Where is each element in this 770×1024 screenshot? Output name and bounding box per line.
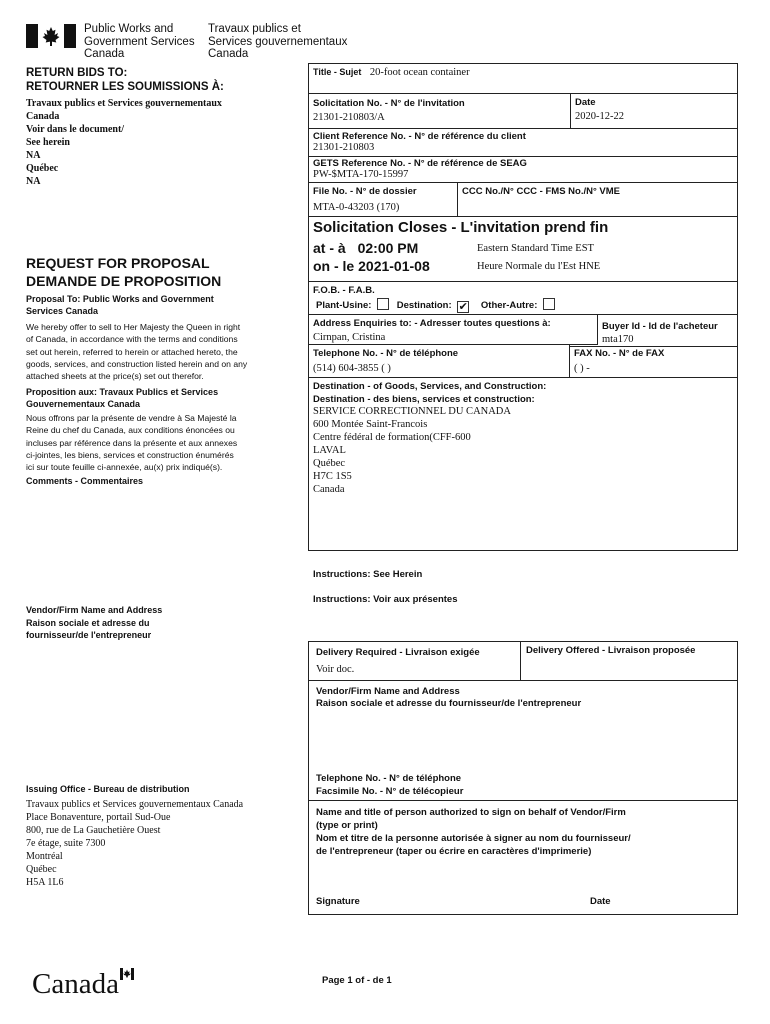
- file-label: File No. - N° de dossier: [313, 186, 417, 197]
- vendor-label: Vendor/Firm Name and Address Raison sociale et adresse du fournisseur/de l'entrepreneur: [26, 605, 163, 640]
- offer-en-line: We hereby offer to sell to Her Majesty the Queen in right: [26, 322, 241, 332]
- dest-address-line: 600 Montée Saint-Francois: [313, 419, 428, 430]
- issuing-office-label: Issuing Office - Bureau de distribution: [26, 784, 190, 794]
- title-field: Title - Sujet 20-foot ocean container: [313, 67, 470, 78]
- issuing-address-line: Québec: [26, 864, 57, 875]
- canada-flag-logo: [26, 24, 76, 48]
- address-enquiries-value: Cirnpan, Cristina: [313, 332, 386, 343]
- auth-lines-line: Nom et titre de la personne autorisée à signer au nom du fournisseur/: [316, 833, 631, 844]
- offer-en-line: set out herein, referred to herein or attached hereto, the: [26, 346, 238, 357]
- fax-value: ( ) -: [574, 363, 590, 374]
- checkmark-icon: ✔: [458, 301, 468, 313]
- dept-name-fr: Travaux publics et Services gouvernementaux Canada: [208, 23, 348, 60]
- issuing-address-line: 7e étage, suite 7300: [26, 838, 106, 849]
- closes-on: on - le 2021-01-08: [313, 258, 430, 274]
- offer-fr-line: Nous offrons par la présente de vendre à Sa Majesté la: [26, 413, 237, 423]
- canada-wordmark: Canada: [32, 968, 119, 1000]
- fob-options: Plant-Usine: Destination: ✔ Other-Autre:: [316, 298, 558, 313]
- issuing-address-line: Travaux publics et Services gouvernementaux Canada: [26, 799, 244, 810]
- delivery-required-label: Delivery Required - Livraison exigée: [316, 647, 480, 658]
- issuing-address-line: H5A 1L6: [26, 877, 64, 888]
- offer-fr-line: ici sur toute feuille ci-annexée, au(x) prix indiqué(s).: [26, 462, 223, 473]
- return-address: [26, 97, 222, 188]
- dest-address-line: Canada: [313, 484, 345, 495]
- destination-label: Destination - of Goods, Services, and Construction: Destination - des biens, services et construction:: [313, 381, 547, 405]
- return-address-line: Travaux publics et Services gouvernementaux: [26, 98, 222, 109]
- auth-lines-line: (type or print): [316, 820, 378, 831]
- offer-fr-line: ci-jointes, les biens, services et construction énumérés: [26, 449, 234, 460]
- solicitation-label: Solicitation No. - N° de l'invitation: [313, 98, 465, 109]
- client-ref-value: 21301-210803: [313, 142, 375, 153]
- telephone-facsimile-label: Telephone No. - N° de téléphone Facsimile No. - N° de télécopieur: [316, 773, 464, 797]
- return-address-line: Canada: [26, 111, 60, 122]
- offer-en-line: of Canada, in accordance with the terms and conditions: [26, 334, 238, 345]
- return-address-line: NA: [26, 150, 41, 161]
- address-enquiries-label: Address Enquiries to: - Adresser toutes questions à:: [313, 318, 551, 329]
- client-ref-label: Client Reference No. - N° de référence du client: [313, 131, 526, 142]
- destination-address: [313, 405, 511, 496]
- signature-label: Signature: [316, 896, 360, 907]
- offer-text-en: [26, 321, 247, 382]
- plant-checkbox[interactable]: [377, 298, 389, 310]
- buyer-id-label: Buyer Id - Id de l'acheteur: [602, 321, 718, 332]
- dest-address-line: LAVAL: [313, 445, 346, 456]
- return-address-line: NA: [26, 176, 41, 187]
- vendor-name-label: Vendor/Firm Name and Address Raison sociale et adresse du fournisseur/de l'entrepreneur: [316, 686, 582, 709]
- offer-text-fr: [26, 412, 237, 473]
- buyer-id-value: mta170: [602, 334, 634, 345]
- telephone-label: Telephone No. - N° de téléphone: [313, 348, 459, 359]
- instructions-en: Instructions: See Herein: [313, 569, 423, 580]
- dest-address-line: Québec: [313, 458, 346, 469]
- wordmark-flag-icon: [120, 968, 134, 980]
- file-value: MTA-0-43203 (170): [313, 202, 400, 213]
- timezone-fr: Heure Normale du l'Est HNE: [477, 261, 601, 272]
- gets-value: PW-$MTA-170-15997: [313, 169, 409, 180]
- return-address-line: Québec: [26, 163, 59, 174]
- return-address-line: See herein: [26, 137, 70, 148]
- solicitation-value: 21301-210803/A: [313, 112, 385, 123]
- fax-label: FAX No. - N° de FAX: [574, 348, 665, 359]
- issuing-address-line: Place Bonaventure, portail Sud-Oue: [26, 812, 171, 823]
- offer-fr-line: incluses par référence dans la présente et aux annexes: [26, 437, 238, 448]
- return-address-line: Voir dans le document/: [26, 124, 125, 135]
- issuing-address-line: 800, rue de La Gauchetière Ouest: [26, 825, 161, 836]
- offer-en-line: attached sheets at the price(s) set out therefor.: [26, 371, 204, 382]
- telephone-value: (514) 604-3855 ( ): [313, 363, 391, 374]
- date-label: Date: [575, 97, 596, 108]
- authorized-person-label: [316, 806, 631, 858]
- maple-leaf-icon: [26, 24, 76, 48]
- dest-address-line: SERVICE CORRECTIONNEL DU CANADA: [313, 406, 511, 417]
- comments-label: Comments - Commentaires: [26, 476, 144, 486]
- timezone-en: Eastern Standard Time EST: [477, 243, 594, 254]
- gets-label: GETS Reference No. - N° de référence de SEAG: [313, 158, 527, 169]
- destination-checkbox[interactable]: [457, 301, 469, 313]
- offer-en-line: goods, services, and construction listed herein and on any: [26, 358, 248, 369]
- auth-lines-line: Name and title of person authorized to sign on behalf of Vendor/Firm: [316, 807, 626, 818]
- proposition-aux: Proposition aux: Travaux Publics et Services Gouvernementaux Canada: [26, 387, 219, 409]
- proposal-to: Proposal To: Public Works and Government Services Canada: [26, 294, 214, 316]
- delivery-offered-label: Delivery Offered - Livraison proposée: [526, 645, 696, 656]
- ccc-label: CCC No./N° CCC - FMS No./N° VME: [462, 186, 621, 197]
- dept-name-en: Public Works and Government Services Canada: [84, 23, 195, 60]
- dest-address-line: Centre fédéral de formation(CFF-600: [313, 432, 471, 443]
- rfp-heading: REQUEST FOR PROPOSAL DEMANDE DE PROPOSITION: [26, 255, 222, 289]
- closes-heading: Solicitation Closes - L'invitation prend fin: [313, 219, 609, 236]
- signature-date-label: Date: [590, 896, 611, 907]
- other-checkbox[interactable]: [543, 298, 555, 310]
- delivery-required-value: Voir doc.: [316, 664, 355, 675]
- issuing-address: [26, 798, 243, 889]
- closes-at: at - à 02:00 PM: [313, 240, 419, 256]
- return-bids-heading: RETURN BIDS TO: RETOURNER LES SOUMISSIONS À:: [26, 67, 224, 93]
- offer-fr-line: Reine du chef du Canada, aux conditions énoncées ou: [26, 425, 235, 436]
- fob-label: F.O.B. - F.A.B.: [313, 285, 375, 296]
- dest-address-line: H7C 1S5: [313, 471, 352, 482]
- instructions-fr: Instructions: Voir aux présentes: [313, 594, 458, 605]
- issuing-address-line: Montréal: [26, 851, 63, 862]
- date-value: 2020-12-22: [575, 111, 624, 122]
- page-number: Page 1 of - de 1: [322, 975, 392, 986]
- auth-lines-line: de l'entrepreneur (taper ou écrire en caractères d'imprimerie): [316, 846, 592, 857]
